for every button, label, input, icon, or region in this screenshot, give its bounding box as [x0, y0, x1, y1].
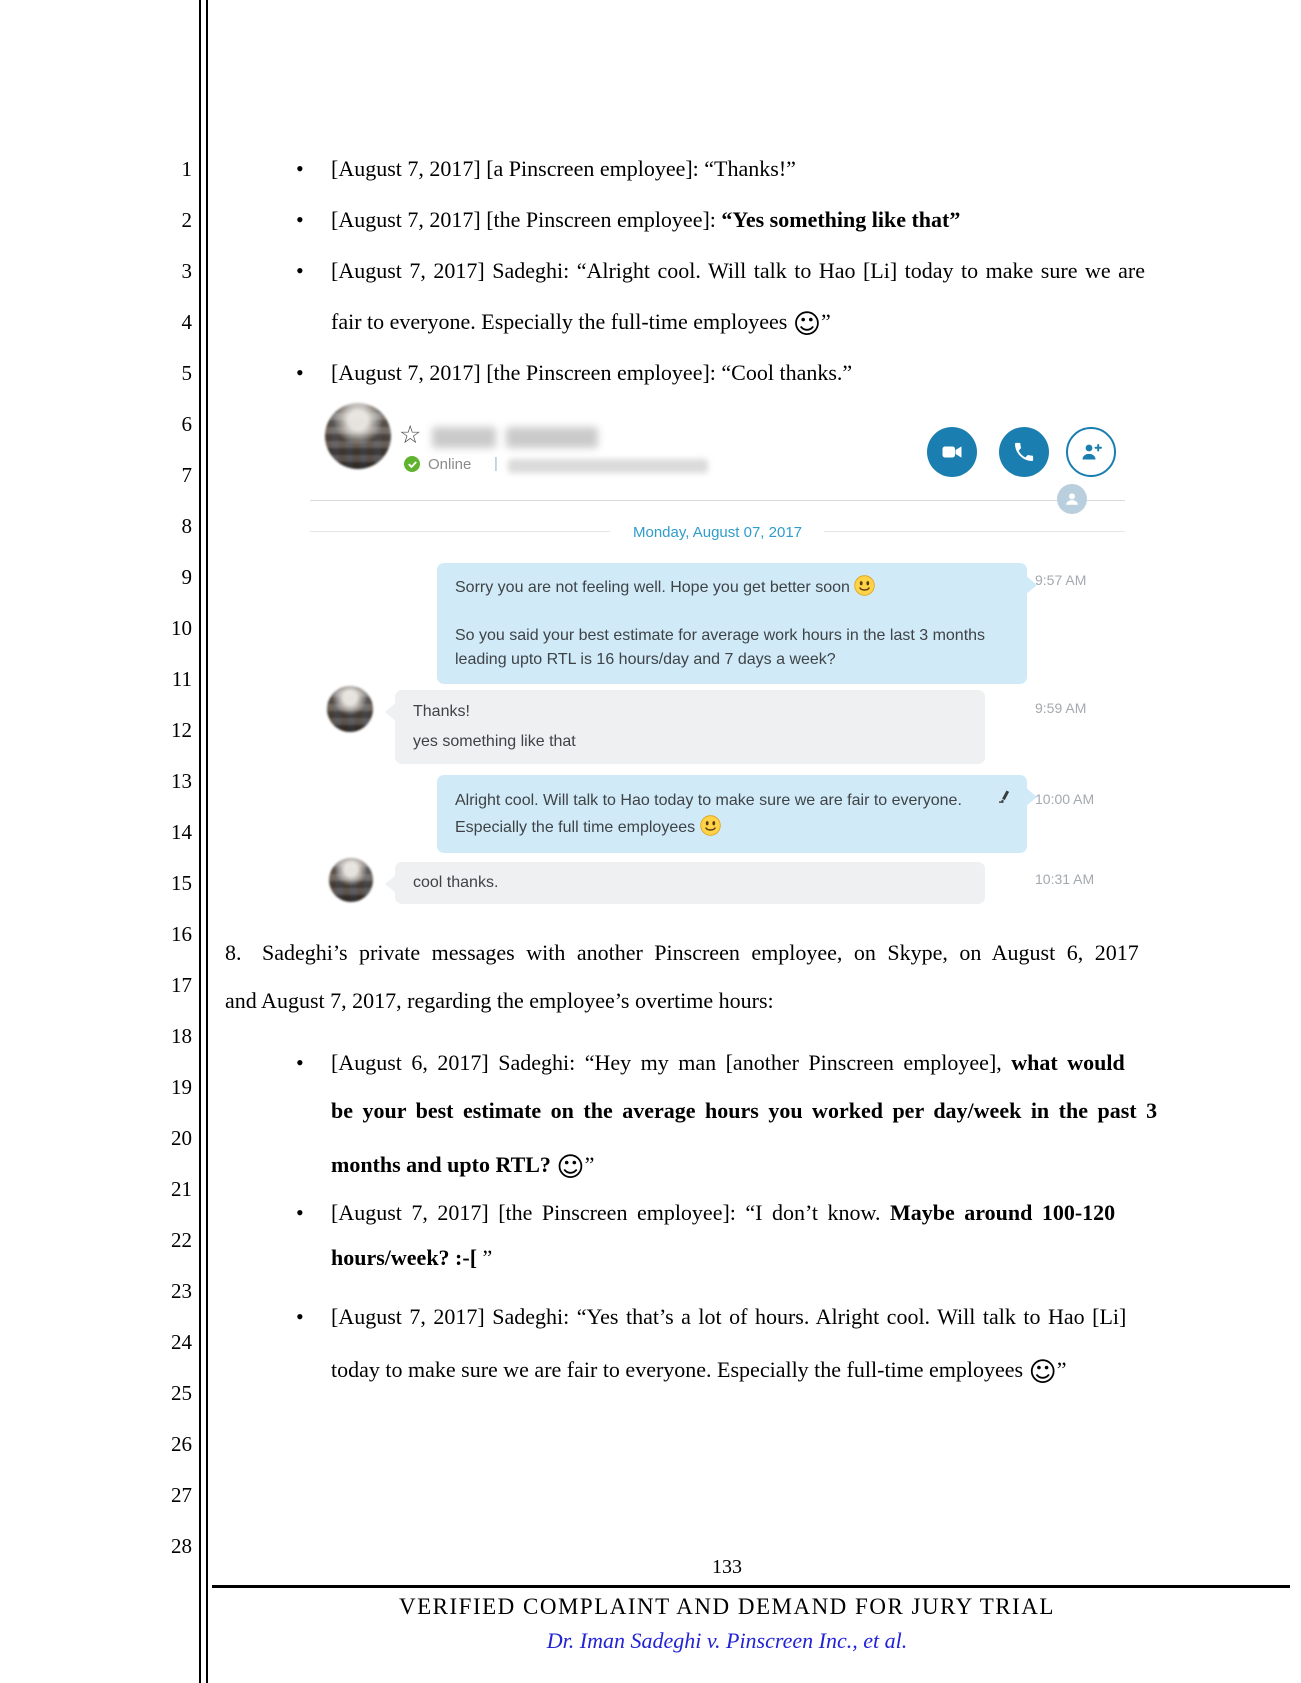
avatar [329, 858, 373, 902]
line-number: 3 [181, 259, 192, 283]
line-number: 18 [171, 1024, 192, 1048]
bullet-marker: • [296, 1200, 304, 1225]
text-segment: [August 7, 2017] Sadeghi: “Alright cool. Will talk to Hao [Li] today to make sure we are [331, 258, 1145, 283]
line-number: 7 [181, 463, 192, 487]
text-segment: [August 7, 2017] [the Pinscreen employee]: “Cool thanks.” [331, 360, 853, 385]
message-text: cool thanks. [413, 874, 499, 891]
bullet-marker: • [296, 360, 304, 385]
message-paragraph [455, 575, 1009, 600]
text-segment: Maybe around 100-120 [890, 1200, 1116, 1225]
phone-icon [1012, 440, 1036, 464]
line-number: 15 [171, 871, 192, 895]
message-line [455, 648, 1009, 672]
text-segment: months and upto RTL? [331, 1152, 557, 1177]
document-text-line [331, 1355, 1067, 1388]
bullet-marker: • [296, 207, 304, 232]
message-text: So you said your best estimate for average work hours in the last 3 months [455, 627, 986, 644]
line-number: 27 [171, 1483, 192, 1507]
message-paragraph [455, 624, 1009, 672]
smiley-glyph: ☺ [792, 309, 821, 340]
message-text: Alright cool. Will talk to Hao today to make sure we are fair to everyone. [455, 792, 962, 809]
document-text-line [331, 256, 1145, 286]
line-number: 2 [181, 208, 192, 232]
message-paragraph [413, 700, 967, 724]
document-text-line [331, 205, 960, 235]
message-paragraph [413, 871, 967, 895]
line-number: 16 [171, 922, 192, 946]
message-line [413, 730, 967, 754]
line-number: 26 [171, 1432, 192, 1456]
chat-bubble-received [395, 690, 985, 764]
message-text: leading upto RTL is 16 hours/day and 7 days a week? [455, 651, 836, 668]
text-segment: ” [1056, 1357, 1067, 1382]
text-segment: ” [482, 1245, 493, 1270]
line-number: 17 [171, 973, 192, 997]
message-text: Sorry you are not feeling well. Hope you get better soon [455, 579, 855, 596]
message-timestamp: 9:59 AM [1035, 700, 1087, 716]
video-camera-icon [940, 440, 964, 464]
message-timestamp: 9:57 AM [1035, 572, 1087, 588]
smiley-glyph: ☺ [556, 1152, 585, 1183]
line-number: 1 [181, 157, 192, 181]
line-number: 13 [171, 769, 192, 793]
location-redacted [508, 459, 708, 473]
message-line [413, 700, 967, 724]
document-text-line [331, 1150, 595, 1183]
message-paragraph [455, 787, 1009, 841]
line-number: 23 [171, 1279, 192, 1303]
line-number: 5 [181, 361, 192, 385]
line-number: 28 [171, 1534, 192, 1558]
text-segment: “Yes something like that” [721, 207, 961, 232]
message-timestamp: 10:00 AM [1035, 791, 1095, 807]
status-separator: | [494, 455, 498, 472]
text-segment: [August 7, 2017] [the Pinscreen employee]: “I don’t know. [331, 1200, 890, 1225]
message-text: yes something like that [413, 733, 576, 750]
message-line [455, 575, 1009, 600]
text-segment: and August 7, 2017, regarding the employee’s overtime hours: [225, 988, 774, 1013]
bullet-marker: • [296, 258, 304, 283]
message-text: Thanks! [413, 703, 470, 720]
bullet-marker: • [296, 1304, 304, 1329]
bullet-marker: • [296, 156, 304, 181]
add-contact-button[interactable] [1066, 427, 1116, 477]
avatar [325, 403, 391, 469]
document-text-line [331, 1243, 492, 1273]
line-number: 9 [181, 565, 192, 589]
text-segment: Sadeghi’s private messages with another Pinscreen employee, on Skype, on August 6, 2017 [262, 940, 1139, 965]
chat-bubble-received [395, 862, 985, 904]
document-text-line [331, 358, 852, 388]
message-line [455, 624, 1009, 648]
chat-bubble-sent [437, 775, 1027, 853]
line-number: 12 [171, 718, 192, 742]
document-text-line [331, 307, 831, 340]
smiley-glyph: ☺ [1028, 1357, 1057, 1388]
left-rule-inner [206, 0, 208, 1683]
document-text-line [331, 1048, 1125, 1078]
footer-rule [212, 1585, 1290, 1588]
favorite-star-icon[interactable]: ☆ [399, 420, 422, 449]
line-number: 24 [171, 1330, 192, 1354]
contact-name-redacted [432, 427, 496, 448]
document-text-line [331, 154, 796, 184]
avatar [327, 686, 373, 732]
message-text: Especially the full time employees [455, 819, 700, 836]
contact-name-redacted [506, 427, 598, 448]
message-line [413, 871, 967, 895]
person-plus-icon [1078, 439, 1104, 465]
page-number: 133 [712, 1556, 742, 1578]
text-segment: ” [820, 309, 831, 334]
text-segment: hours/week? :-[ [331, 1245, 483, 1270]
edited-pencil-icon [997, 788, 1013, 804]
person-icon [1063, 490, 1081, 508]
line-number: 10 [171, 616, 192, 640]
smiley-emoji-icon [700, 815, 721, 836]
chat-date-header: Monday, August 07, 2017 [632, 524, 802, 541]
text-segment: fair to everyone. Especially the full-time employees [331, 309, 793, 334]
presence-online-icon [404, 456, 420, 472]
status-label: Online [428, 456, 472, 473]
header-divider [310, 500, 1125, 501]
line-number: 19 [171, 1075, 192, 1099]
document-text-line [331, 1096, 1157, 1126]
line-number: 11 [171, 667, 192, 691]
footer-title: VERIFIED COMPLAINT AND DEMAND FOR JURY TRIAL [399, 1594, 1055, 1619]
left-rule-outer [199, 0, 201, 1683]
footer-case-name: Dr. Iman Sadeghi v. Pinscreen Inc., et al. [546, 1628, 908, 1653]
line-number: 25 [171, 1381, 192, 1405]
paragraph-number: 8. [225, 940, 242, 965]
message-line [455, 787, 1009, 814]
voice-call-button[interactable] [999, 427, 1049, 477]
document-text-line [262, 938, 1139, 968]
text-segment: today to make sure we are fair to everyone. Especially the full-time employees [331, 1357, 1029, 1382]
edited-indicator [997, 788, 1013, 809]
document-text-line [331, 1302, 1126, 1332]
line-number: 20 [171, 1126, 192, 1150]
text-segment: [August 7, 2017] [the Pinscreen employee]: [331, 207, 722, 232]
text-segment: what would [1011, 1050, 1125, 1075]
text-segment: [August 7, 2017] Sadeghi: “Yes that’s a lot of hours. Alright cool. Will talk to Hao [Li] [331, 1304, 1127, 1329]
message-line [455, 814, 1009, 841]
video-call-button[interactable] [927, 427, 977, 477]
document-text-line [331, 1198, 1115, 1228]
line-number: 22 [171, 1228, 192, 1252]
text-segment: [August 6, 2017] Sadeghi: “Hey my man [another Pinscreen employee], [331, 1050, 1012, 1075]
message-timestamp: 10:31 AM [1035, 871, 1095, 887]
line-number: 21 [171, 1177, 192, 1201]
line-number: 8 [181, 514, 192, 538]
bullet-marker: • [296, 1050, 304, 1075]
profile-toggle-button[interactable] [1057, 484, 1087, 514]
text-segment: ” [584, 1152, 595, 1177]
smiley-emoji-icon [854, 575, 875, 596]
document-text-line [225, 986, 774, 1016]
chat-bubble-sent [437, 563, 1027, 684]
message-paragraph [413, 730, 967, 754]
line-number: 14 [171, 820, 192, 844]
line-number: 6 [181, 412, 192, 436]
text-segment: [August 7, 2017] [a Pinscreen employee]: “Thanks!” [331, 156, 796, 181]
text-segment: be your best estimate on the average hours you worked per day/week in the past 3 [331, 1098, 1158, 1123]
line-number: 4 [181, 310, 192, 334]
